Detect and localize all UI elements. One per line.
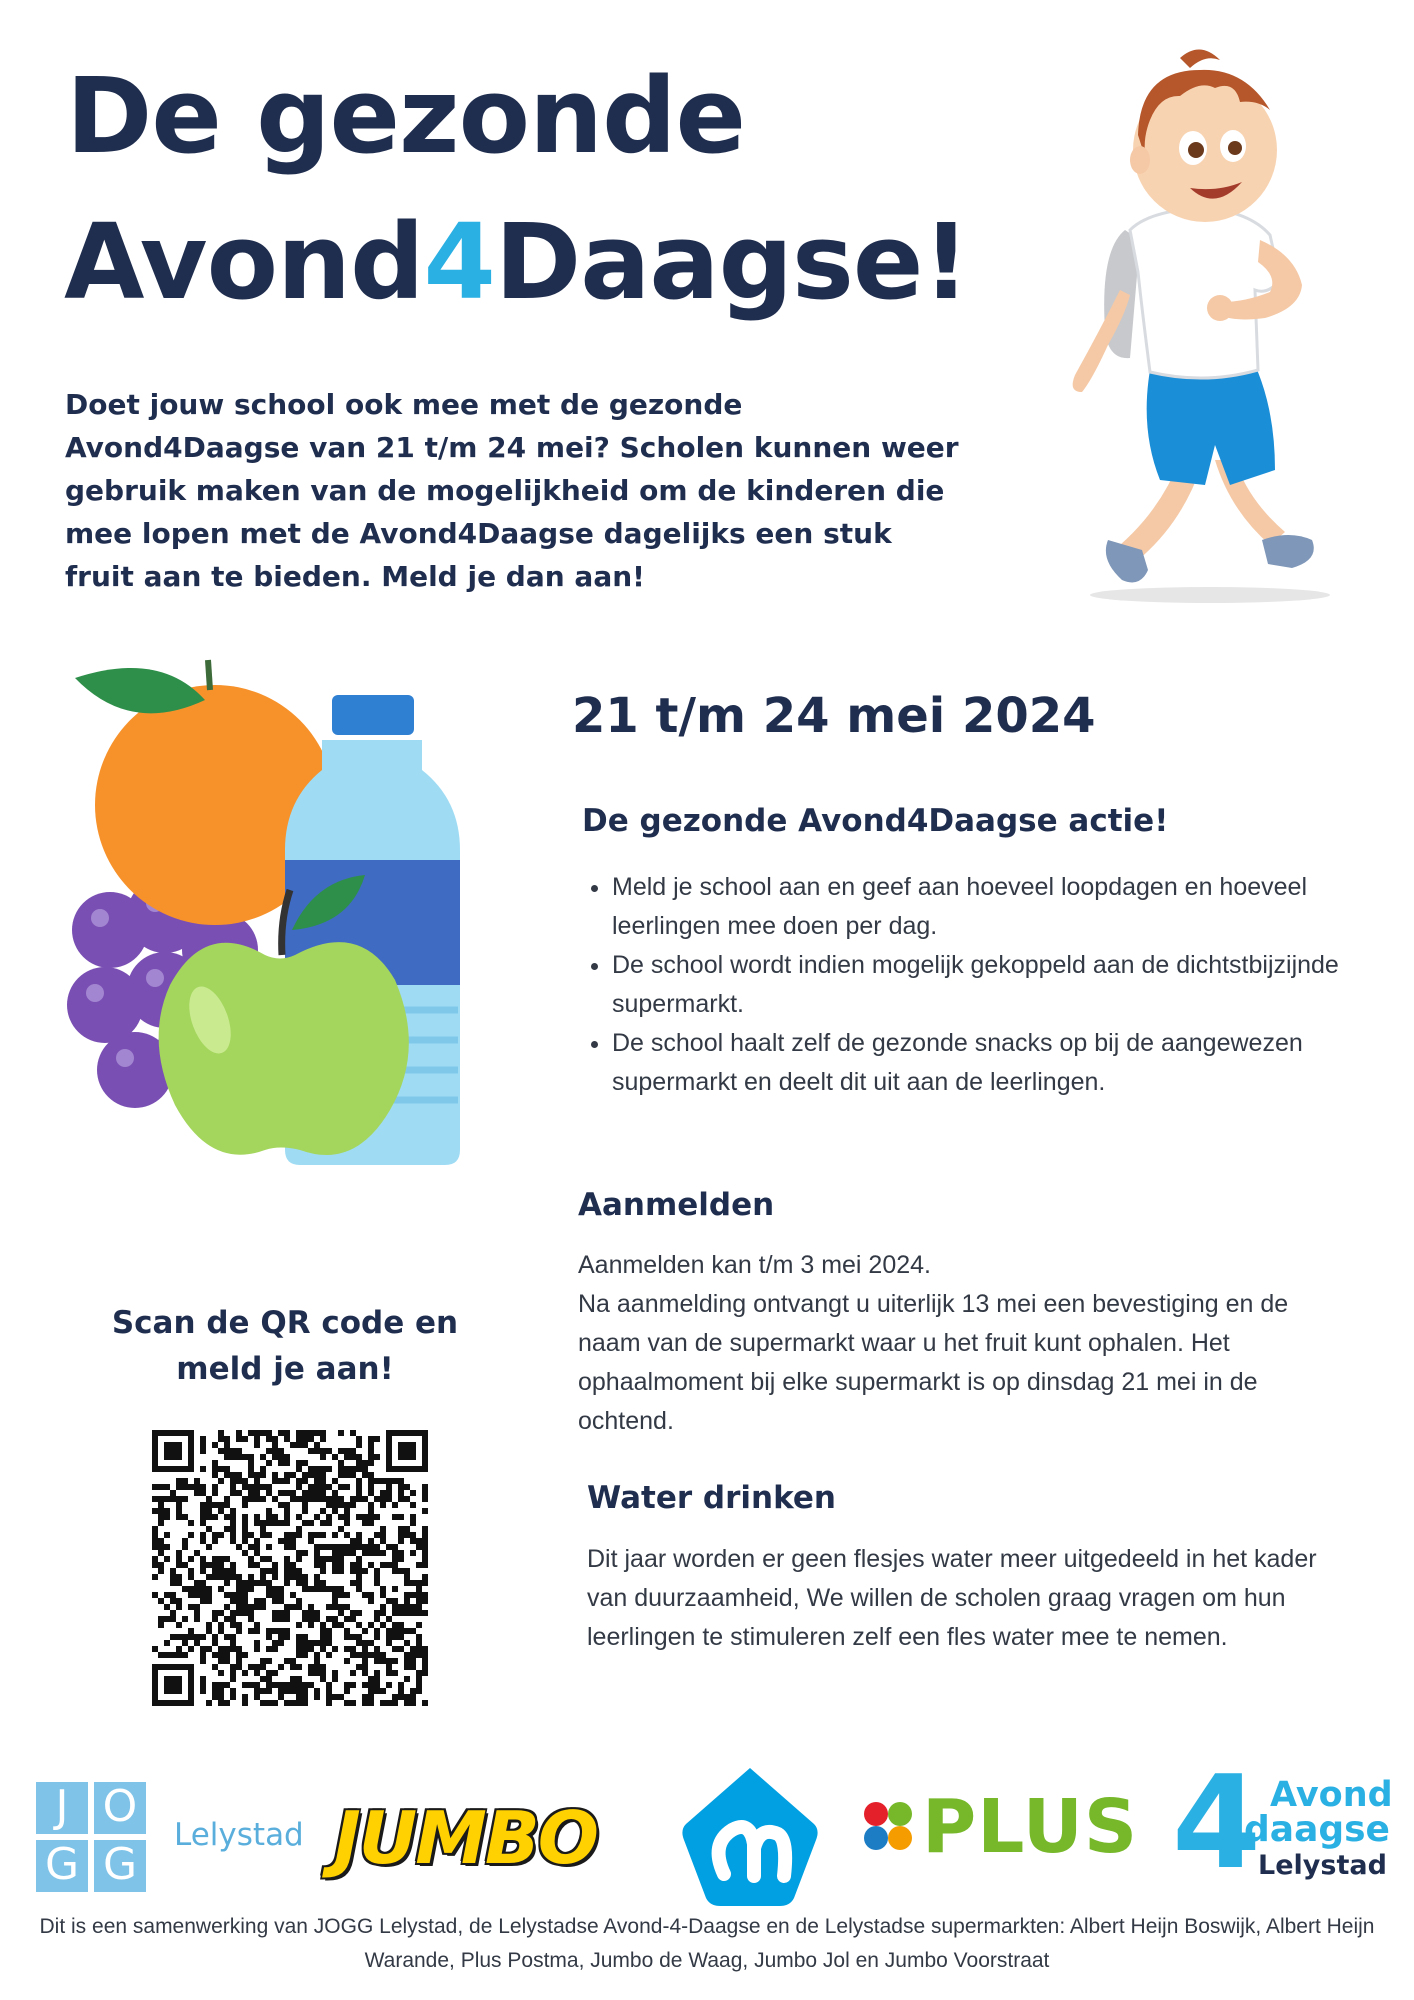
a4d-logo-avond: Avond <box>1270 1775 1393 1815</box>
plus-flower-icon <box>860 1798 916 1854</box>
actie-heading: De gezonde Avond4Daagse actie! <box>582 803 1169 839</box>
scan-qr-instruction <box>110 1300 460 1392</box>
aanmelden-deadline: Aanmelden kan t/m 3 mei 2024. <box>578 1251 931 1279</box>
scan-line-1: Scan de QR code en <box>111 1305 459 1341</box>
fruit-and-water-illustration <box>60 650 480 1170</box>
title-avond: Avond <box>64 201 424 323</box>
jogg-letter-o: O <box>94 1782 146 1834</box>
aanmelden-details: Na aanmelding ontvangt u uiterlijk 13 mei een bevestiging en de naam van de supermarkt waar u het fruit kunt ophalen. Het ophaalmoment bij elke supermarkt is op dinsdag 21 mei in de ochtend. <box>578 1290 1289 1435</box>
a4d-logo-daagse: daagse <box>1244 1809 1390 1850</box>
actie-bullet-3: • De school haalt zelf de gezonde snacks op bij de aangewezen supermarkt en deelt dit uit aan de leerlingen. <box>612 1024 1340 1102</box>
water-heading: Water drinken <box>587 1480 836 1516</box>
jumbo-logo: JUMBO <box>334 1796 597 1880</box>
intro-paragraph: Doet jouw school ook mee met de gezonde Avond4Daagse van 21 t/m 24 mei? Scholen kunnen weer gebruik maken van de mogelijkheid om de kinderen die mee lopen met de Avond4Daagse dagelijks een stuk fruit aan te bieden. Meld je dan aan! <box>65 388 959 593</box>
a4d-logo-lelystad: Lelystad <box>1258 1850 1387 1881</box>
title-daagse: Daagse! <box>494 201 969 323</box>
jogg-letter-g2: G <box>94 1840 146 1892</box>
jogg-letter-g1: G <box>36 1840 88 1892</box>
albert-heijn-logo <box>680 1764 820 1910</box>
title-line-1: De gezonde <box>66 55 746 177</box>
water-text: Dit jaar worden er geen flesjes water meer uitgedeeld in het kader van duurzaamheid, We willen de scholen graag vragen om hun leerlingen te stimuleren zelf een fles water mee te nemen. <box>587 1545 1317 1651</box>
title-four: 4 <box>423 201 495 323</box>
actie-bullet-1: • Meld je school aan en geef aan hoeveel loopdagen en hoeveel leerlingen mee doen per dag. <box>612 868 1340 946</box>
walking-boy-illustration <box>1030 40 1360 610</box>
jogg-city-label: Lelystad <box>174 1817 304 1853</box>
jogg-logo <box>36 1782 148 1894</box>
scan-line-2: meld je aan! <box>176 1351 394 1387</box>
aanmelden-text <box>578 1246 1338 1441</box>
title-line-2 <box>64 201 969 323</box>
event-date-heading: 21 t/m 24 mei 2024 <box>572 688 1096 744</box>
actie-bullet-2: • De school wordt indien mogelijk gekoppeld aan de dichtstbijzijnde supermarkt. <box>612 946 1340 1024</box>
a4d-logo-number: 4 <box>1172 1749 1262 1898</box>
footer-credits: Dit is een samenwerking van JOGG Lelystad, de Lelystadse Avond-4-Daagse en de Lelystadse supermarkten: Albert Heijn Boswijk, Albert Heijn Warande, Plus Postma, Jumbo de Waag, Jumbo Jol en Jumbo Voorstraat <box>39 1915 1375 1972</box>
actie-list <box>580 868 1340 1102</box>
aanmelden-heading: Aanmelden <box>578 1187 775 1223</box>
jogg-letter-j: J <box>36 1782 88 1834</box>
qr-code[interactable] <box>152 1430 428 1706</box>
plus-logo: PLUS <box>922 1784 1139 1870</box>
